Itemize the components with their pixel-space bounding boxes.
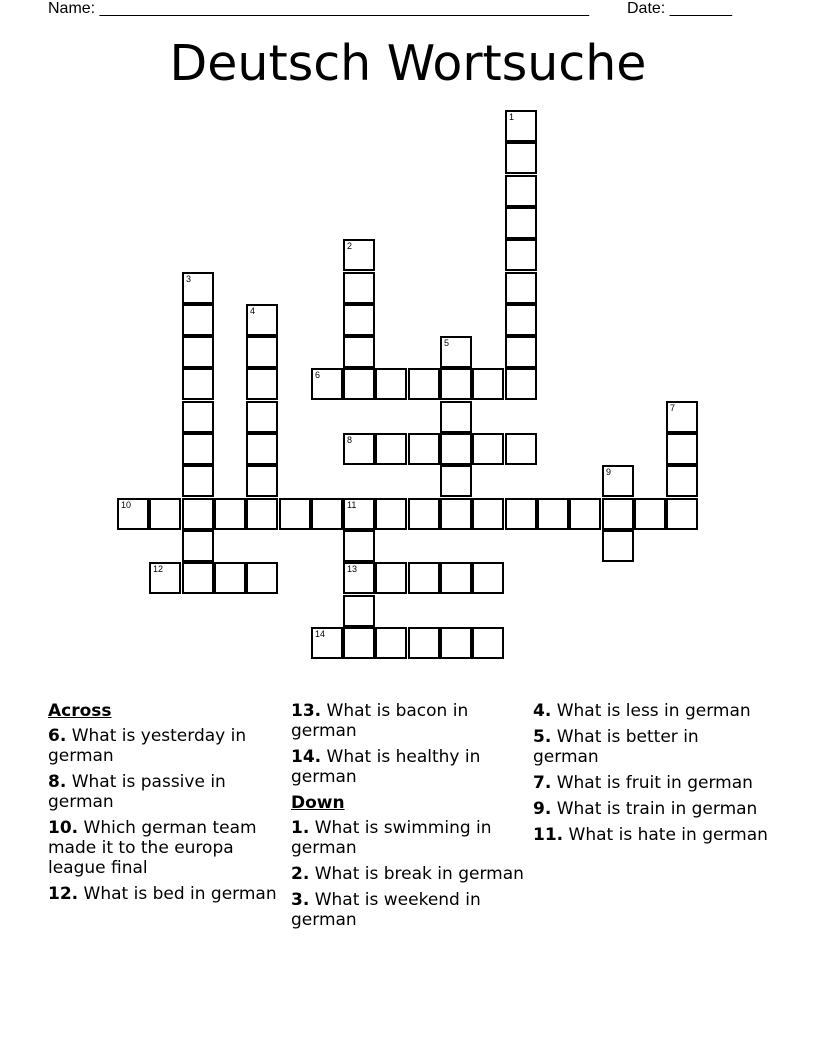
clue-text: What is hate in german (568, 825, 768, 845)
grid-cell[interactable] (311, 627, 343, 659)
grid-cell[interactable] (343, 595, 375, 627)
grid-cell[interactable] (440, 465, 472, 497)
grid-cell[interactable] (311, 498, 343, 530)
grid-cell[interactable] (440, 627, 472, 659)
grid-cell[interactable] (375, 368, 407, 400)
grid-cell[interactable] (505, 336, 537, 368)
grid-cell[interactable] (182, 465, 214, 497)
grid-cell[interactable] (182, 401, 214, 433)
grid-cell[interactable] (182, 530, 214, 562)
clue-across-10 (48, 818, 283, 878)
cell-number: 2 (347, 241, 353, 251)
cell-number: 7 (670, 403, 676, 413)
clue-number: 1. (291, 818, 310, 838)
cell-number: 5 (444, 338, 450, 348)
grid-cell[interactable] (343, 304, 375, 336)
grid-cell[interactable] (375, 433, 407, 465)
clue-down-11 (533, 825, 768, 845)
date-field: Date: _______ (627, 0, 732, 17)
grid-cell[interactable] (666, 498, 698, 530)
grid-cell[interactable] (440, 401, 472, 433)
grid-cell[interactable] (408, 562, 440, 594)
grid-cell[interactable] (343, 627, 375, 659)
grid-cell[interactable] (505, 498, 537, 530)
grid-cell[interactable] (182, 304, 214, 336)
clue-text: What is bed in german (83, 884, 277, 904)
clue-text: What is healthy in german (291, 747, 481, 787)
grid-cell[interactable] (505, 304, 537, 336)
grid-cell[interactable] (246, 368, 278, 400)
grid-cell[interactable] (537, 498, 569, 530)
grid-cell[interactable] (149, 562, 181, 594)
clue-across-14 (291, 747, 526, 787)
grid-cell[interactable] (375, 498, 407, 530)
grid-cell[interactable] (343, 368, 375, 400)
grid-cell[interactable] (569, 498, 601, 530)
grid-cell[interactable] (343, 433, 375, 465)
grid-cell[interactable] (440, 336, 472, 368)
grid-cell[interactable] (505, 368, 537, 400)
grid-cell[interactable] (117, 498, 149, 530)
clue-number: 5. (533, 727, 552, 747)
clue-across-12 (48, 884, 283, 904)
grid-cell[interactable] (343, 272, 375, 304)
clue-down-1 (291, 818, 526, 858)
cell-number: 4 (250, 306, 256, 316)
cell-number: 8 (347, 435, 353, 445)
grid-cell[interactable] (246, 498, 278, 530)
name-field: Name: _______________________________________________________ (48, 0, 589, 17)
clue-number: 11. (533, 825, 564, 845)
grid-cell[interactable] (472, 627, 504, 659)
grid-cell[interactable] (182, 433, 214, 465)
clue-text: What is swimming in german (291, 818, 492, 858)
cell-number: 13 (347, 564, 358, 574)
grid-cell[interactable] (472, 433, 504, 465)
clue-text: Which german team made it to the europa league final (48, 818, 257, 878)
clue-across-6 (48, 726, 283, 766)
clue-number: 7. (533, 773, 552, 793)
grid-cell[interactable] (246, 336, 278, 368)
clue-number: 4. (533, 701, 552, 721)
grid-cell[interactable] (602, 465, 634, 497)
grid-cell[interactable] (440, 433, 472, 465)
clue-column-1 (48, 701, 283, 910)
grid-cell[interactable] (279, 498, 311, 530)
grid-cell[interactable] (602, 530, 634, 562)
across-heading: Across (48, 701, 112, 721)
grid-cell[interactable] (472, 368, 504, 400)
cell-number: 3 (186, 274, 192, 284)
grid-cell[interactable] (408, 627, 440, 659)
grid-cell[interactable] (666, 401, 698, 433)
grid-cell[interactable] (375, 627, 407, 659)
grid-cell[interactable] (666, 433, 698, 465)
clue-text: What is less in german (556, 701, 751, 721)
clue-number: 2. (291, 864, 310, 884)
grid-cell[interactable] (214, 498, 246, 530)
clue-number: 12. (48, 884, 79, 904)
grid-cell[interactable] (311, 368, 343, 400)
grid-cell[interactable] (182, 272, 214, 304)
clue-number: 8. (48, 772, 67, 792)
cell-number: 12 (153, 564, 164, 574)
grid-cell[interactable] (182, 498, 214, 530)
grid-cell[interactable] (634, 498, 666, 530)
grid-cell[interactable] (408, 368, 440, 400)
grid-cell[interactable] (246, 433, 278, 465)
grid-cell[interactable] (343, 530, 375, 562)
grid-cell[interactable] (472, 562, 504, 594)
clue-text: What is train in german (556, 799, 758, 819)
grid-cell[interactable] (440, 562, 472, 594)
grid-cell[interactable] (440, 498, 472, 530)
clue-number: 9. (533, 799, 552, 819)
clue-text: What is fruit in german (556, 773, 753, 793)
grid-cell[interactable] (505, 433, 537, 465)
clue-down-4 (533, 701, 768, 721)
grid-cell[interactable] (182, 562, 214, 594)
grid-cell[interactable] (214, 562, 246, 594)
grid-cell[interactable] (246, 304, 278, 336)
grid-cell[interactable] (408, 433, 440, 465)
grid-cell[interactable] (246, 562, 278, 594)
grid-cell[interactable] (343, 562, 375, 594)
grid-cell[interactable] (440, 368, 472, 400)
clue-number: 13. (291, 701, 322, 721)
grid-cell[interactable] (666, 465, 698, 497)
clue-text: What is weekend in german (291, 890, 481, 930)
clue-column-2 (291, 701, 526, 936)
clue-text: What is bacon in german (291, 701, 469, 741)
down-heading: Down (291, 793, 345, 813)
clue-text: What is break in german (314, 864, 524, 884)
grid-cell[interactable] (343, 498, 375, 530)
cell-number: 10 (121, 500, 132, 510)
clue-down-9 (533, 799, 768, 819)
cell-number: 9 (606, 467, 612, 477)
grid-cell[interactable] (246, 401, 278, 433)
clue-number: 14. (291, 747, 322, 767)
clue-text: What is passive in german (48, 772, 226, 812)
clue-down-3 (291, 890, 526, 930)
cell-number: 11 (347, 500, 357, 510)
cell-number: 1 (509, 112, 515, 122)
grid-cell[interactable] (505, 142, 537, 174)
clue-down-5 (533, 727, 768, 767)
clue-text: What is yesterday in german (48, 726, 247, 766)
clue-column-3 (533, 701, 768, 851)
grid-cell[interactable] (602, 498, 634, 530)
grid-cell[interactable] (182, 368, 214, 400)
grid-cell[interactable] (343, 239, 375, 271)
clue-down-7 (533, 773, 768, 793)
cell-number: 14 (315, 629, 326, 639)
clue-across-13 (291, 701, 526, 741)
grid-cell[interactable] (505, 207, 537, 239)
clue-down-2 (291, 864, 526, 884)
clue-number: 3. (291, 890, 310, 910)
clue-number: 10. (48, 818, 79, 838)
cell-number: 6 (315, 370, 321, 380)
page-title: Deutsch Wortsuche (169, 35, 647, 92)
grid-cell[interactable] (505, 175, 537, 207)
grid-cell[interactable] (246, 465, 278, 497)
grid-cell[interactable] (149, 498, 181, 530)
grid-cell[interactable] (505, 239, 537, 271)
grid-cell[interactable] (408, 498, 440, 530)
grid-cell[interactable] (505, 272, 537, 304)
clue-number: 6. (48, 726, 67, 746)
grid-cell[interactable] (343, 336, 375, 368)
grid-cell[interactable] (375, 562, 407, 594)
grid-cell[interactable] (182, 336, 214, 368)
clue-across-8 (48, 772, 283, 812)
grid-cell[interactable] (472, 498, 504, 530)
grid-cell[interactable] (505, 110, 537, 142)
clue-text: What is better in german (533, 727, 699, 767)
